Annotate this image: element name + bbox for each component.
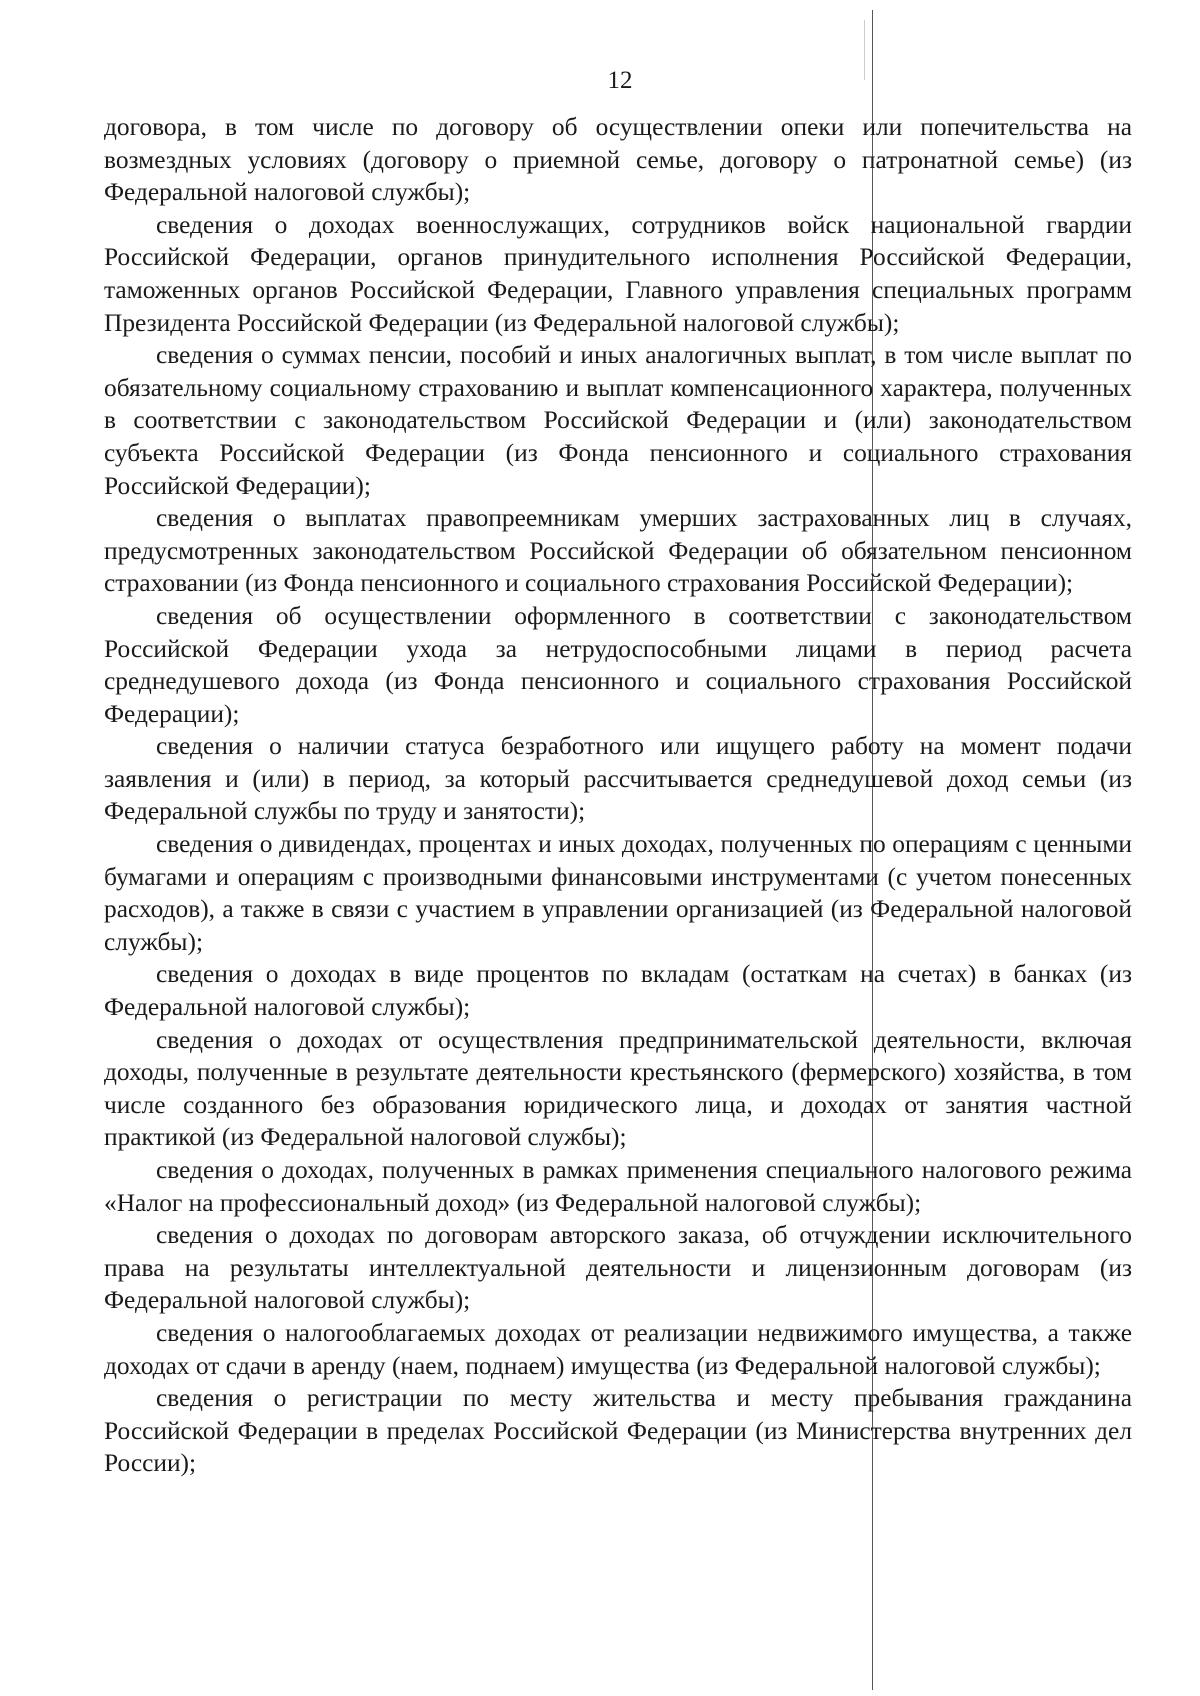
paragraph: сведения о доходах, полученных в рамках применения специального налогового режима «Налог на профессиональный доход» (из Федеральной налоговой службы); — [104, 1156, 1132, 1217]
paragraph: сведения о выплатах правопреемникам умерших застрахованных лиц в случаях, предусмотренных законодательством Российской Федерации об обязательном пенсионном страховании (из Фонда пенсионного и социального страхования Российской Федерации); — [104, 504, 1132, 598]
paragraph: сведения о доходах в виде процентов по вкладам (остаткам на счетах) в банках (из Федеральной налоговой службы); — [104, 960, 1132, 1022]
paragraph: сведения о дивидендах, процентах и иных доходах, полученных по операциям с ценными бумагами и операциям с производными финансовыми инструментами (с учетом понесенных расходов), а также в связи с участием в управлении организацией (из Федеральной налоговой службы); — [104, 830, 1132, 956]
paragraph: сведения об осуществлении оформленного в соответствии с законодательством Российской Федерации ухода за нетрудоспособными лицами в период расчета среднедушевого дохода (из Фонда пенсионного и социального страхования Российской Федерации); — [104, 601, 1132, 728]
paragraph: сведения о доходах военнослужащих, сотрудников войск национальной гвардии Российской Федерации, органов принудительного исполнения Российской Федерации, таможенных органов Российской Федерации, Главного управления специальных программ Президента Российской Федерации (из Федеральной налоговой службы); — [104, 210, 1132, 337]
paragraph: сведения о налогооблагаемых доходах от реализации недвижимого имущества, а также доходах от сдачи в аренду (наем, поднаем) имущества (из Федеральной налоговой службы); — [104, 1318, 1132, 1380]
paragraph: сведения о доходах по договорам авторского заказа, об отчуждении исключительного права на результаты интеллектуальной деятельности и лицензионным договорам (из Федеральной налоговой службы); — [104, 1221, 1132, 1315]
page-number: 12 — [607, 67, 633, 94]
document-body — [104, 111, 1132, 1480]
paragraph: сведения о суммах пенсии, пособий и иных аналогичных выплат, в том числе выплат по обязательному социальному страхованию и выплат компенсационного характера, полученных в соответствии с законодательством Российской Федерации и (или) законодательством субъекта Российской Федерации (из Фонда пенсионного и социального страхования Российской Федерации); — [104, 341, 1132, 500]
paragraph: сведения о доходах от осуществления предпринимательской деятельности, включая доходы, полученные в результате деятельности крестьянского (фермерского) хозяйства, в том числе созданного без образования юридического лица, и доходах от занятия частной практикой (из Федеральной налоговой службы); — [104, 1025, 1132, 1152]
paragraph: договора, в том числе по договору об осуществлении опеки или попечительства на возмездных условиях (договору о приемной семье, договору о патронатной семье) (из Федеральной налоговой службы); — [104, 113, 1132, 207]
paragraph: сведения о регистрации по месту жительства и месту пребывания гражданина Российской Федерации в пределах Российской Федерации (из Министерства внутренних дел России); — [104, 1384, 1132, 1478]
paragraph: сведения о наличии статуса безработного или ищущего работу на момент подачи заявления и (или) в период, за который рассчитывается среднедушевой доход семьи (из Федеральной службы по труду и занятости); — [104, 732, 1132, 826]
